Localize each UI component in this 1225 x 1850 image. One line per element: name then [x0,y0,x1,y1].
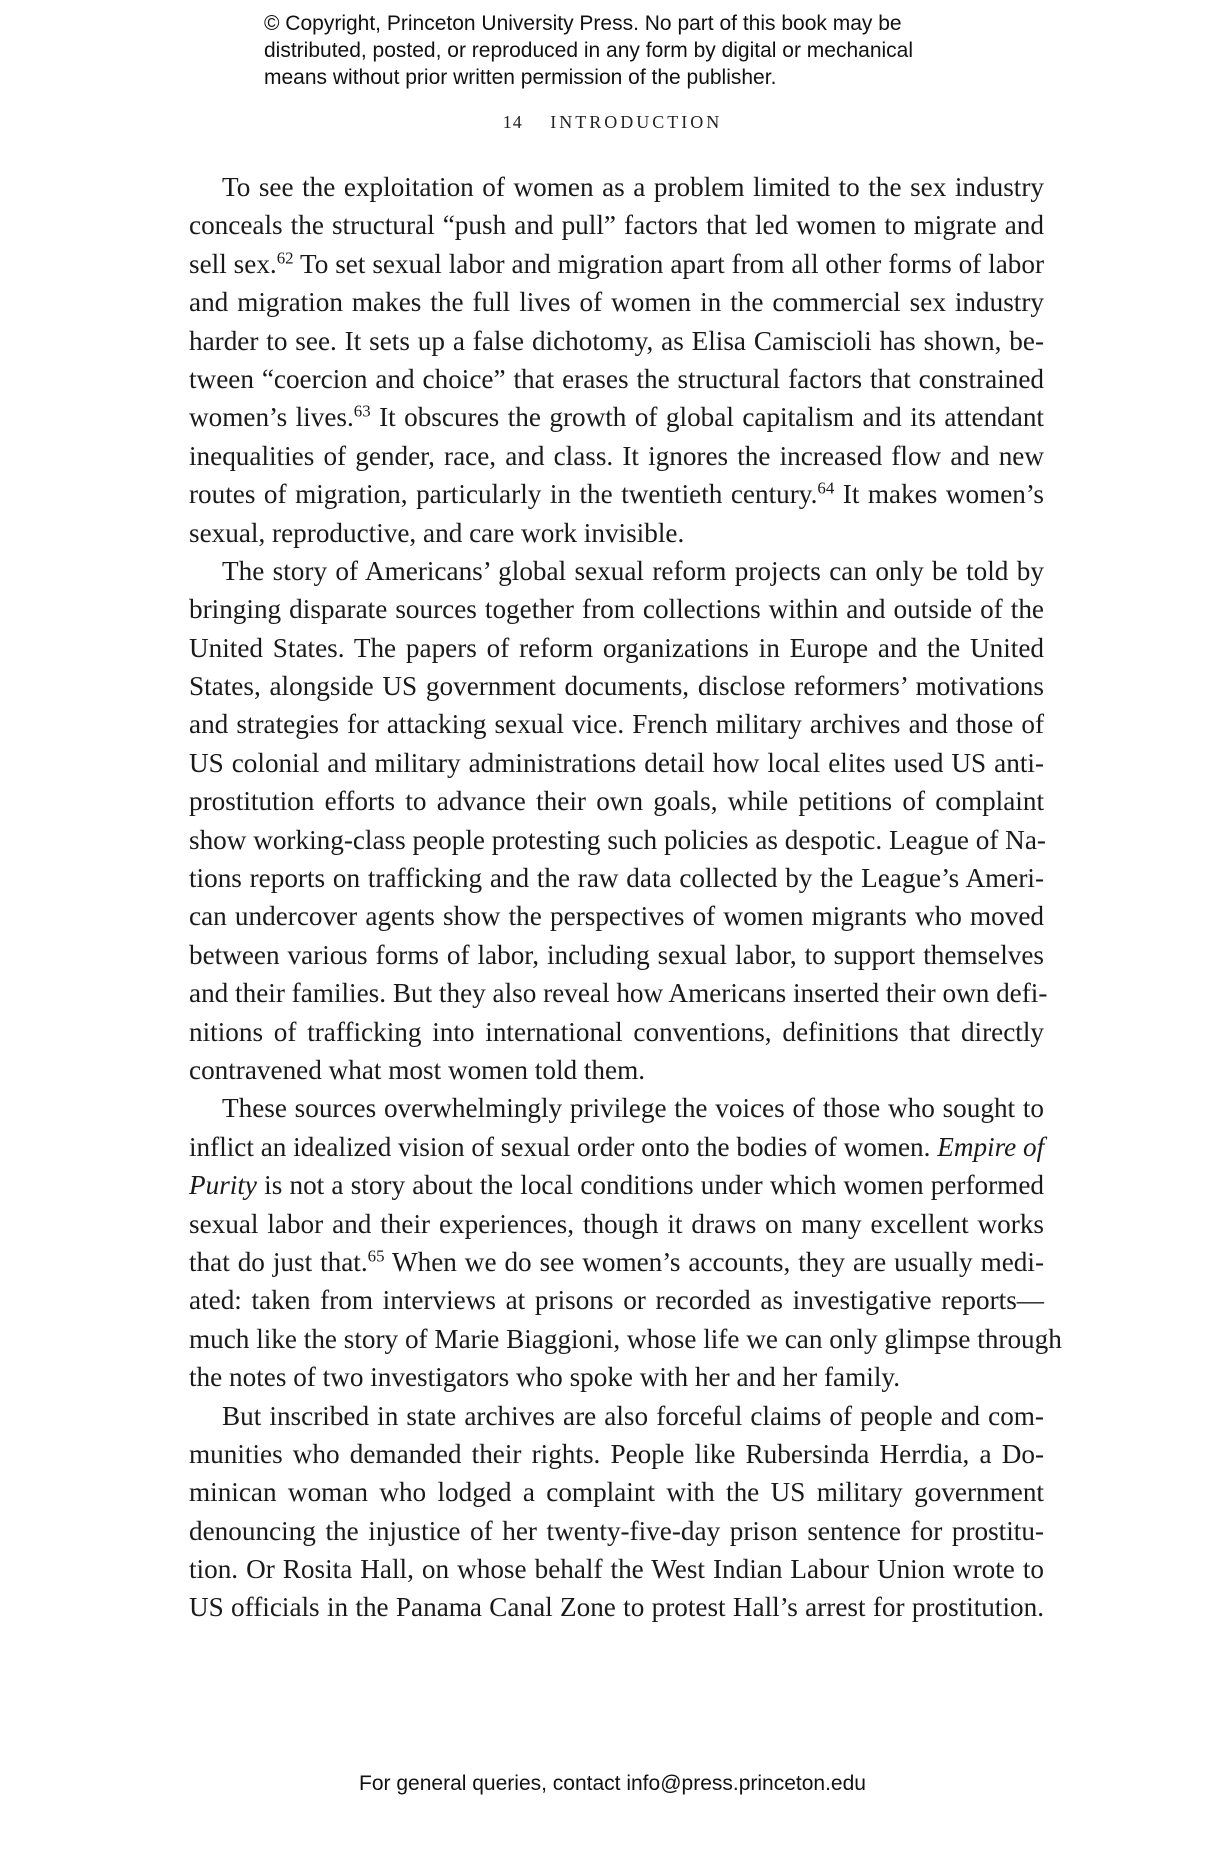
text-line: and migration makes the full lives of women in the commercial sex industry [189,287,1044,318]
text-line: ated: taken from interviews at prisons or recorded as investigative reports— [189,1285,1044,1316]
italic-title: Empire of [937,1131,1045,1162]
text-line: denouncing the injustice of her twenty-five-day prison sentence for prostitu- [189,1515,1044,1546]
text-line: can undercover agents show the perspectives of women migrants who moved [189,901,1044,932]
running-head [0,112,1225,133]
text-line: These sources overwhelmingly privilege the voices of those who sought to [222,1093,1044,1124]
text-line: The story of Americans’ global sexual reform projects can only be told by [222,555,1044,586]
copyright-notice [264,10,984,91]
text-line: To see the exploitation of women as a problem limited to the sex industry [222,172,1044,202]
footer-contact: For general queries, contact info@press.princeton.edu [359,1772,866,1795]
text-line: prostitution efforts to advance their own goals, while petitions of complaint [189,786,1044,817]
text-line: tions reports on trafficking and the raw data collected by the League’s Ameri- [189,863,1044,894]
text-line: that do just that.$^{65}$ When we do see women’s accounts, they are usually medi- [189,1246,1044,1277]
text-line: show working-class people protesting such policies as despotic. League of Na- [189,824,1046,855]
text-line: minican woman who lodged a complaint with the US military government [189,1477,1044,1508]
footnote-marker: 62 [276,248,294,268]
text-line: sexual labor and their experiences, though it draws on many excellent works [189,1208,1044,1239]
text-line: munities who demanded their rights. People like Rubersinda Herrdia, a Do- [189,1438,1044,1469]
text-line: routes of migration, particularly in the twentieth century.$^{64}$ It makes women’s [189,478,1044,510]
text-line: and strategies for attacking sexual vice. French military archives and those of [189,709,1044,740]
text-line: US colonial and military administrations detail how local elites used US anti- [189,747,1044,778]
italic-title: Purity [189,1170,257,1201]
text-line: the notes of two investigators who spoke with her and her family. [189,1362,901,1393]
text-line: tween “coercion and choice” that erases the structural factors that constrained [189,363,1044,394]
text-line: US officials in the Panama Canal Zone to protest Hall’s arrest for prostitution. [189,1592,1044,1623]
text-line: bringing disparate sources together from collections within and outside of the [189,594,1044,625]
text-line: harder to see. It sets up a false dichotomy, as Elisa Camiscioli has shown, be- [189,325,1044,356]
text-line: contravened what most women told them. [189,1054,646,1085]
text-line: sell sex.$^{62}$ To set sexual labor and migration apart from all other forms of labor [189,248,1044,279]
footnote-marker: 63 [353,402,371,422]
text-line: much like the story of Marie Biaggioni, whose life we can only glimpse through [189,1323,1062,1354]
text-line: between various forms of labor, including sexual labor, to support themselves [189,939,1044,970]
text-line: United States. The papers of reform organizations in Europe and the United [189,632,1044,663]
text-line: Purity is not a story about the local conditions under which women performed [189,1170,1044,1201]
page-number: 14 [502,112,523,132]
footnote-marker: 65 [367,1246,385,1266]
section-title: INTRODUCTION [550,112,723,132]
copyright-line: means without prior written permission of the publisher. [264,66,777,89]
text-line: But inscribed in state archives are also forceful claims of people and com- [222,1400,1044,1431]
text-line: inequalities of gender, race, and class. It ignores the increased flow and new [189,440,1044,471]
text-line: tion. Or Rosita Hall, on whose behalf the West Indian Labour Union wrote to [189,1554,1044,1585]
footnote-marker: 64 [817,478,835,498]
paragraph [189,168,1044,552]
paragraph [189,1089,1062,1396]
text-line: States, alongside US government documents, disclose reformers’ motivations [189,671,1044,702]
paragraph [189,552,1048,1089]
text-line: nitions of trafficking into international conventions, definitions that directly [189,1016,1044,1047]
body-text [189,168,1062,1627]
paragraph [189,1397,1044,1627]
text-line: and their families. But they also reveal how Americans inserted their own defi- [189,978,1048,1009]
text-line: conceals the structural “push and pull” factors that led women to migrate and [189,210,1044,241]
text-line: women’s lives.$^{63}$ It obscures the growth of global capitalism and its attendant [189,402,1044,433]
text-line: inflict an idealized vision of sexual order onto the bodies of women. Empire of [189,1131,1045,1162]
copyright-line: distributed, posted, or reproduced in any form by digital or mechanical [264,39,914,62]
copyright-line: © Copyright, Princeton University Press. No part of this book may be [264,12,902,35]
text-line: sexual, reproductive, and care work invisible. [189,517,685,548]
